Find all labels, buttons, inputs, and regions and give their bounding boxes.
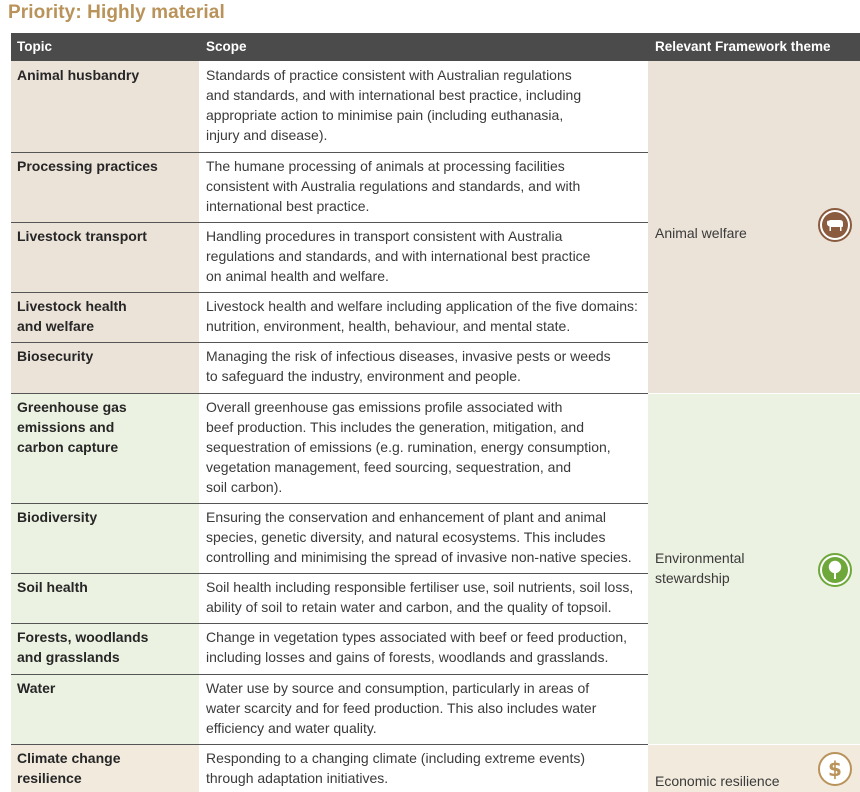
text-line: and standards, and with international best practice, including [206, 87, 582, 103]
scope-cell [199, 292, 648, 342]
page-title: Priority: Highly material [8, 2, 225, 23]
table-row [11, 342, 860, 393]
scope-cell [199, 152, 648, 222]
topic-cell [11, 393, 199, 503]
text-line: Soil health [17, 579, 88, 595]
dollar-icon: $ [818, 752, 852, 786]
scope-cell [199, 342, 648, 393]
text-line: Livestock health and welfare including application of the five domains: [206, 298, 638, 314]
text-line: Animal husbandry [17, 67, 140, 83]
topic-cell [11, 623, 199, 674]
text-line: and grasslands [17, 649, 120, 665]
text-line: species, genetic diversity, and natural ecosystems. This includes [206, 529, 606, 545]
row-divider [11, 152, 648, 153]
topic-cell [11, 152, 199, 222]
row-divider [11, 573, 648, 574]
materiality-table [11, 33, 860, 792]
topic-cell [11, 744, 199, 792]
table-row [11, 292, 860, 342]
scope-column-header: Scope [206, 39, 247, 54]
text-line: sequestration of emissions (e.g. rumination, energy consumption, [206, 439, 611, 455]
text-line: Water [17, 680, 56, 696]
text-line: Processing practices [17, 158, 158, 174]
text-line: nutrition, environment, health, behaviour, and mental state. [206, 318, 571, 334]
table-row [11, 744, 860, 792]
table-row [11, 222, 860, 292]
text-line: Water use by source and consumption, particularly in areas of [206, 680, 590, 696]
text-line: vegetation management, feed sourcing, sequestration, and [206, 459, 572, 475]
text-line: through adaptation initiatives. [206, 770, 389, 786]
topic-column-header: Topic [17, 39, 52, 54]
text-line: emissions and [17, 419, 115, 435]
topic-cell [11, 503, 199, 573]
scope-cell [199, 623, 648, 674]
table-row [11, 393, 860, 503]
table-row [11, 503, 860, 573]
scope-cell [199, 573, 648, 623]
table-row [11, 152, 860, 222]
text-line: Managing the risk of infectious diseases, invasive pests or weeds [206, 348, 611, 364]
topic-cell [11, 292, 199, 342]
text-line: Livestock transport [17, 228, 147, 244]
text-line: Biodiversity [17, 509, 98, 525]
text-line: international best practice. [206, 198, 370, 214]
text-line: resilience [17, 770, 82, 786]
text-line: Environmental [655, 550, 745, 566]
table-row [11, 674, 860, 744]
text-line: Biosecurity [17, 348, 94, 364]
text-line: including losses and gains of forests, woodlands and grasslands. [206, 649, 609, 665]
text-line: regulations and standards, and with international best practice [206, 248, 591, 264]
text-line: stewardship [655, 570, 730, 586]
table-header [11, 33, 860, 61]
topic-cell [11, 342, 199, 393]
row-divider [11, 393, 648, 394]
text-line: Economic resilience [655, 773, 780, 789]
text-line: Livestock health [17, 298, 127, 314]
text-line: and welfare [17, 318, 95, 334]
scope-cell [199, 61, 648, 152]
text-line: The humane processing of animals at processing facilities [206, 158, 565, 174]
text-line: Soil health including responsible fertiliser use, soil nutrients, soil loss, [206, 579, 634, 595]
row-divider [11, 623, 648, 624]
scope-cell [199, 744, 648, 792]
text-line: carbon capture [17, 439, 119, 455]
row-divider [11, 342, 648, 343]
scope-cell [199, 393, 648, 503]
text-line: Change in vegetation types associated with beef or feed production, [206, 629, 628, 645]
text-line: appropriate action to minimise pain (including euthanasia, [206, 107, 564, 123]
text-line: soil carbon). [206, 479, 283, 495]
text-line: injury and disease). [206, 127, 328, 143]
topic-cell [11, 61, 199, 152]
table-row [11, 573, 860, 623]
row-divider [11, 674, 648, 675]
text-line: Animal welfare [655, 225, 747, 241]
text-line: Overall greenhouse gas emissions profile associated with [206, 399, 563, 415]
row-divider [11, 222, 648, 223]
text-line: Standards of practice consistent with Australian regulations [206, 67, 572, 83]
scope-cell [199, 674, 648, 744]
text-line: consistent with Australia regulations and standards, and with [206, 178, 581, 194]
text-line: Responding to a changing climate (including extreme events) [206, 750, 585, 766]
table-row [11, 623, 860, 674]
row-divider [11, 292, 648, 293]
topic-cell [11, 674, 199, 744]
row-divider [11, 503, 648, 504]
text-line: Ensuring the conservation and enhancement of plant and animal [206, 509, 607, 525]
scope-cell [199, 222, 648, 292]
scope-cell [199, 503, 648, 573]
row-divider [11, 744, 648, 745]
text-line: Handling procedures in transport consistent with Australia [206, 228, 563, 244]
text-line: ability of soil to retain water and carbon, and the quality of topsoil. [206, 599, 612, 615]
text-line: on animal health and welfare. [206, 268, 389, 284]
text-line: Climate change [17, 750, 121, 766]
topic-cell [11, 573, 199, 623]
text-line: Greenhouse gas [17, 399, 127, 415]
text-line: to safeguard the industry, environment and people. [206, 368, 521, 384]
theme-column-header: Relevant Framework theme [655, 39, 831, 54]
text-line: water scarcity and for feed production. This also includes water [206, 700, 597, 716]
text-line: controlling and minimising the spread of invasive non-native species. [206, 549, 632, 565]
topic-cell [11, 222, 199, 292]
text-line: beef production. This includes the generation, mitigation, and [206, 419, 584, 435]
text-line: efficiency and water quality. [206, 720, 377, 736]
table-row [11, 61, 860, 152]
text-line: Forests, woodlands [17, 629, 149, 645]
